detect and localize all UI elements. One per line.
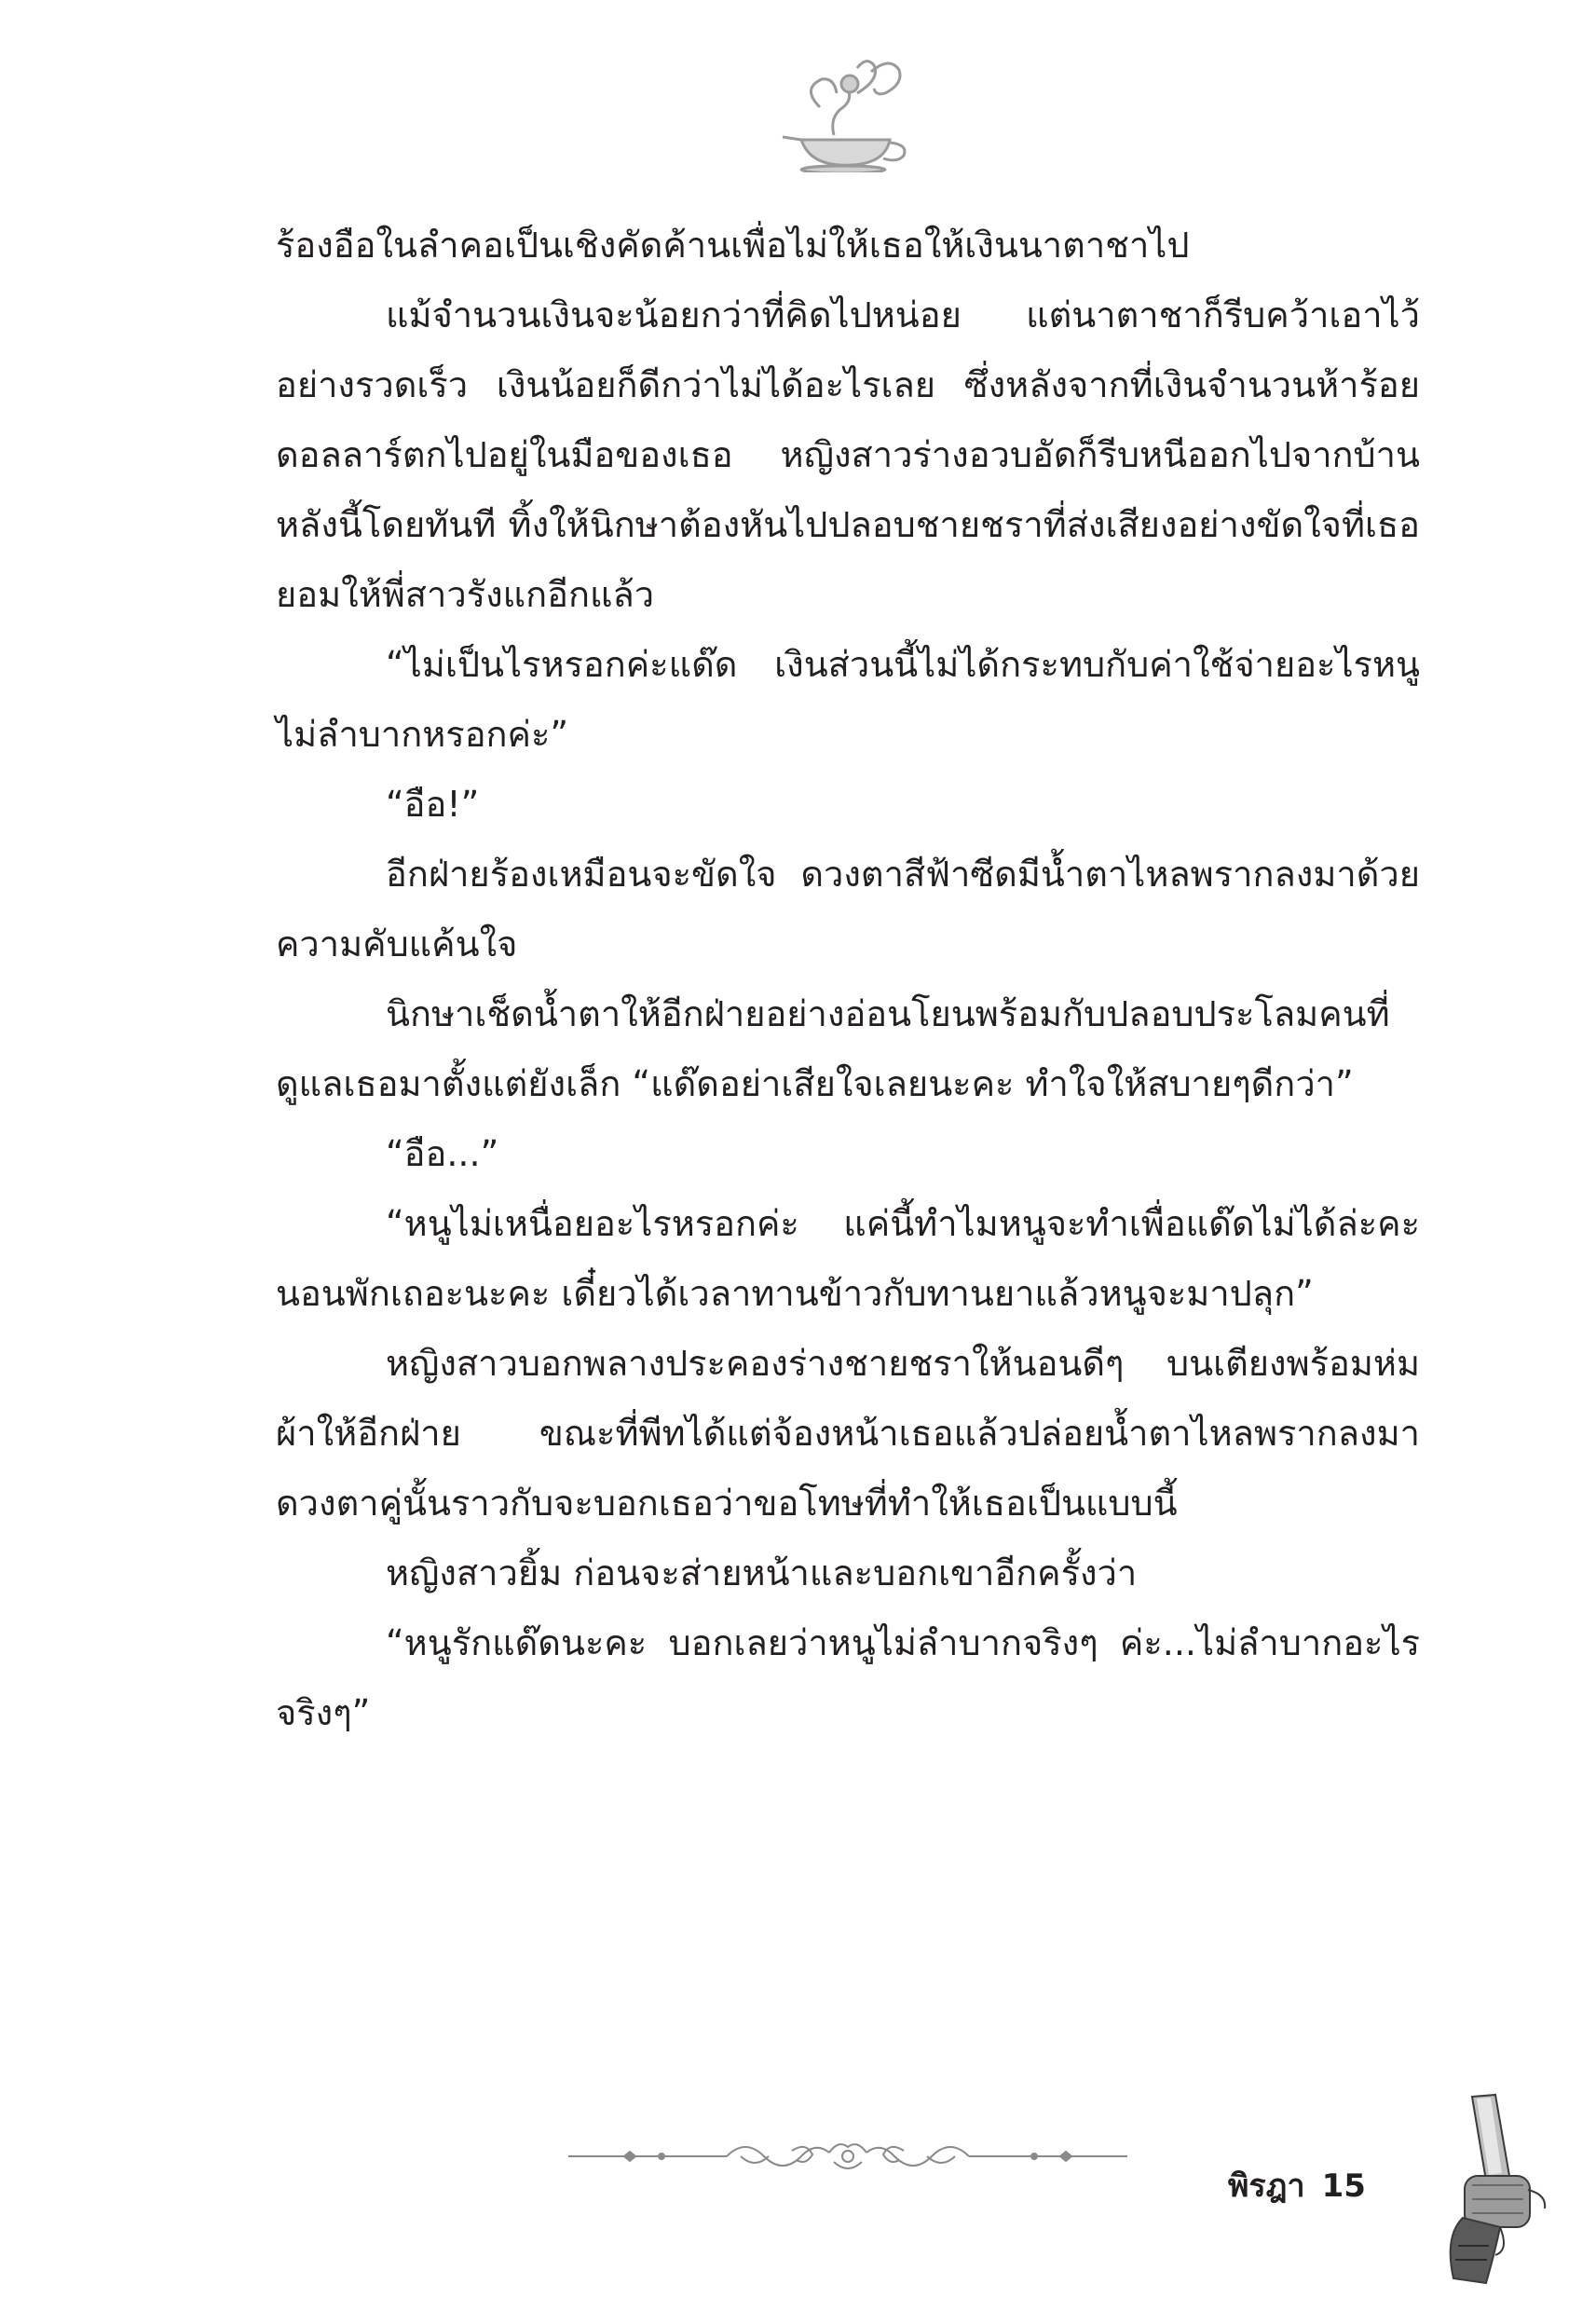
- paragraph: หญิงสาวบอกพลางประคองร่างชายชราให้นอนดีๆ บนเตียงพร้อมห่มผ้าให้อีกฝ่าย ขณะที่พีทได้แต่จ้องหน้าเธอแล้วปล่อยน้ำตาไหลพรากลงมา ดวงตาคู่นั้นราวกับจะบอกเธอว่าขอโทษที่ทำให้เธอเป็นแบบนี้: [276, 1343, 1420, 1524]
- body-text: [276, 211, 1420, 1748]
- author-name: พิรฎา: [1228, 2167, 1305, 2205]
- paragraph: “อือ!”: [386, 784, 480, 825]
- paragraph: “หนูไม่เหนื่อยอะไรหรอกค่ะ แค่นี้ทำไมหนูจะทำเพื่อแด๊ดไม่ได้ล่ะคะ นอนพักเถอะนะคะ เดี๋ยวได้เวลาทานข้าวกับทานยาแล้วหนูจะมาปลุก”: [276, 1203, 1420, 1314]
- paragraph: อีกฝ่ายร้องเหมือนจะขัดใจ ดวงตาสีฟ้าซีดมีน้ำตาไหลพรากลงมาด้วยความคับแค้นใจ: [276, 854, 1420, 964]
- paragraph: แม้จำนวนเงินจะน้อยกว่าที่คิดไปหน่อย แต่นาตาชาก็รีบคว้าเอาไว้อย่างรวดเร็ว เงินน้อยก็ดีกว่าไม่ได้อะไรเลย ซึ่งหลังจากที่เงินจำนวนห้าร้อยดอลลาร์ตกไปอยู่ในมือของเธอ หญิงสาวร่างอวบอัดก็รีบหนีออกไปจากบ้านหลังนี้โดยทันที ทิ้งให้นิกษาต้องหันไปปลอบชายชราที่ส่งเสียงอย่างขัดใจที่เธอยอมให้พี่สาวรังแกอีกแล้ว: [276, 294, 1420, 615]
- paragraph: หญิงสาวยิ้ม ก่อนจะส่ายหน้าและบอกเขาอีกครั้งว่า: [386, 1552, 1138, 1593]
- paragraph: ร้องอือในลำคอเป็นเชิงคัดค้านเพื่อไม่ให้เธอให้เงินนาตาชาไป: [276, 225, 1190, 266]
- paragraph: “หนูรักแด๊ดนะคะ บอกเลยว่าหนูไม่ลำบากจริงๆ ค่ะ...ไม่ลำบากอะไรจริงๆ”: [276, 1622, 1420, 1733]
- page-footer: [1228, 2160, 1383, 2210]
- flourish-divider: [568, 2134, 1127, 2179]
- paragraph: “ไม่เป็นไรหรอกค่ะแด๊ด เงินส่วนนี้ไม่ได้กระทบกับค่าใช้จ่ายอะไรหนูไม่ลำบากหรอกค่ะ”: [276, 644, 1420, 755]
- paragraph: “อือ...”: [386, 1133, 499, 1174]
- teacup-cupid-icon: [764, 51, 913, 172]
- revolver-icon: [1407, 2087, 1565, 2292]
- paragraph: นิกษาเช็ดน้ำตาให้อีกฝ่ายอย่างอ่อนโยนพร้อมกับปลอบประโลมคนที่ดูแลเธอมาตั้งแต่ยังเล็ก “แด๊ดอย่าเสียใจเลยนะคะ ทำใจให้สบายๆดีกว่า”: [276, 993, 1390, 1104]
- page-number: 15: [1321, 2167, 1366, 2205]
